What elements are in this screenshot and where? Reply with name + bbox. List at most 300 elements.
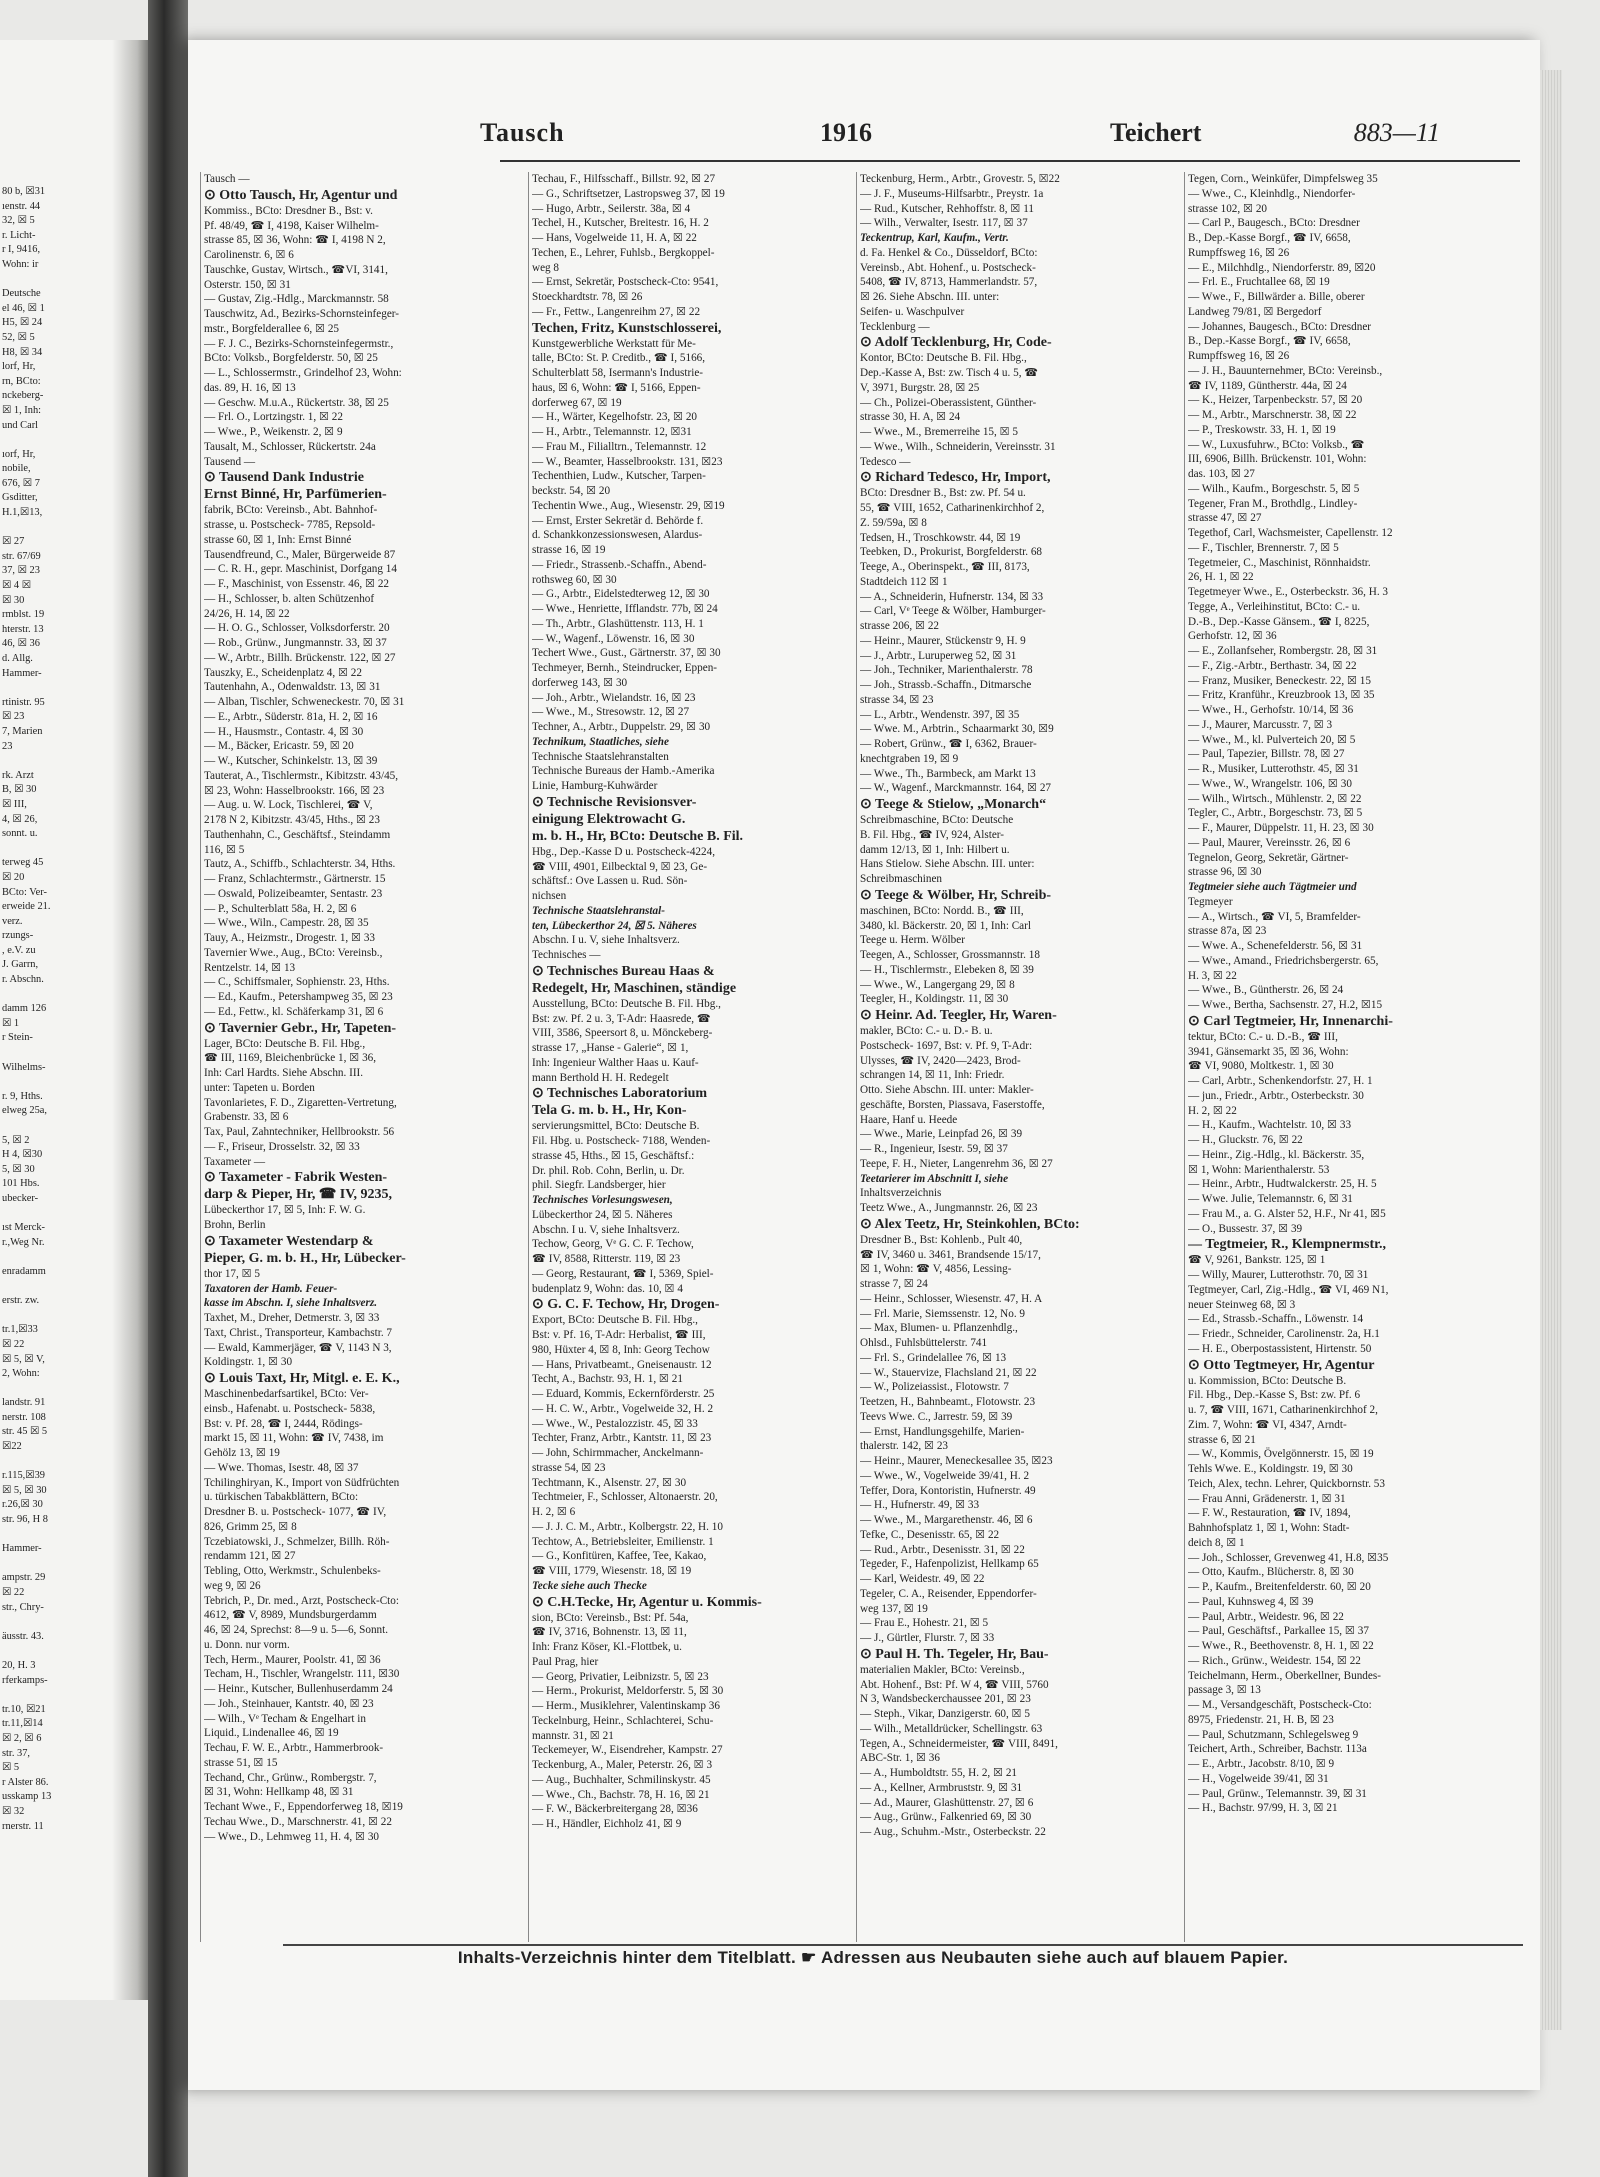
directory-entry: N 3, Wandsbeckerchaussee 201, ☒ 23 (860, 1693, 1031, 1706)
header-rule (500, 160, 1520, 162)
left-fragment-line: 20, H. 3 (2, 1659, 36, 1671)
directory-entry: Gehölz 13, ☒ 19 (204, 1447, 280, 1459)
directory-entry: ⊙ Taxameter - Fabrik Westen- (204, 1170, 388, 1186)
directory-entry: ⊙ G. C. F. Techow, Hr, Drogen- (532, 1297, 720, 1313)
directory-entry: knechtgraben 19, ☒ 9 (860, 752, 959, 765)
directory-entry: 3480, kl. Bäckerstr. 20, ☒ 1, Inh: Carl (860, 919, 1031, 932)
directory-entry: Tausch — (204, 173, 250, 185)
directory-entry: ⊙ Technische Revisionsver- (532, 794, 697, 810)
directory-entry: 8975, Friedenstr. 21, H. B, ☒ 23 (1188, 1713, 1334, 1726)
directory-entry: Koldingstr. 1, ☒ 30 (204, 1356, 293, 1369)
directory-entry: strasse 16, ☒ 19 (532, 544, 606, 556)
directory-entry: einsb., Hafenabt. u. Postscheck- 5838, (204, 1402, 376, 1415)
directory-entry: Tegnelon, Georg, Sekretär, Gärtner- (1188, 851, 1349, 864)
directory-entry: — H., Kaufm., Wachtelstr. 10, ☒ 33 (1188, 1119, 1352, 1132)
left-fragment-line: r I, 9416, (2, 244, 41, 256)
directory-entry: — J. J. C. M., Arbtr., Kolbergstr. 22, H. 10 (532, 1520, 723, 1533)
directory-entry: Teckenburg, A., Maler, Peterstr. 26, ☒ 3 (532, 1759, 713, 1771)
directory-entry: — W., Polizeiassist., Flotowstr. 7 (860, 1381, 1009, 1394)
directory-entry: — W., Kutscher, Schinkelstr. 13, ☒ 39 (204, 755, 378, 767)
left-fragment-line: nckeberg- (2, 390, 44, 402)
directory-entry: — Ed., Fettw., kl. Schäferkamp 31, ☒ 6 (204, 1005, 384, 1018)
directory-entry: — Wwe., W., Pestalozzistr. 45, ☒ 33 (532, 1417, 698, 1430)
directory-entry: Tegetmeyer Wwe., E., Osterbeckstr. 36, H. 3 (1188, 586, 1389, 598)
directory-entry: strasse 47, ☒ 27 (1188, 512, 1262, 525)
directory-entry: das. 103, ☒ 27 (1188, 468, 1255, 480)
directory-entry: — Alban, Tischler, Schweneckestr. 70, ☒ 31 (204, 696, 405, 708)
directory-entry: weg 9, ☒ 26 (204, 1579, 261, 1592)
directory-entry: Techtmeier, F., Schlosser, Altonaerstr. 20, (532, 1491, 718, 1504)
directory-entry: geschäfte, Borsten, Piassava, Faserstoffe, (860, 1098, 1045, 1111)
directory-entry: — Carl P., Baugesch., BCto: Dresdner (1188, 217, 1360, 230)
page-edge (1540, 70, 1562, 2030)
directory-entry: — Franz, Schlachtermstr., Gärtnerstr. 15 (204, 873, 386, 885)
directory-entry: — Wwe., D., Lehmweg 11, H. 4, ☒ 30 (204, 1830, 380, 1843)
directory-entry: Taxatoren der Hamb. Feuer- (204, 1282, 338, 1295)
directory-entry: — Hugo, Arbtr., Seilerstr. 38a, ☒ 4 (532, 202, 691, 215)
left-fragment-line: rtinistr. 95 (2, 696, 45, 708)
directory-entry: Kontor, BCto: Deutsche B. Fil. Hbg., (860, 352, 1027, 365)
directory-entry: strasse 17, „Hanse - Galerie“, ☒ 1, (532, 1042, 689, 1054)
directory-entry: — Wwe., Henriette, Ifflandstr. 77b, ☒ 24 (532, 603, 718, 615)
directory-entry: ⊙ Tausend Dank Industrie (204, 470, 364, 486)
left-fragment-line: str. 37, (2, 1747, 31, 1759)
directory-entry: — Th., Arbtr., Glashüttenstr. 113, H. 1 (532, 617, 704, 630)
left-fragment-line: ☒22 (2, 1441, 22, 1453)
directory-entry: — Frl. S., Grindelallee 76, ☒ 13 (860, 1351, 1007, 1364)
directory-entry: — W., Wagenf., Marckmannstr. 164, ☒ 27 (860, 782, 1052, 795)
directory-entry: — C. R. H., gepr. Maschinist, Dorfgang 14 (204, 563, 397, 576)
directory-entry: Tauthenhahn, C., Geschäftsf., Steindamm (204, 828, 391, 841)
directory-entry: — Frl. Marie, Siemssenstr. 12, No. 9 (860, 1307, 1026, 1320)
directory-entry: maschinen, BCto: Nordd. B., ☎ III, (860, 904, 1024, 917)
directory-entry: Tegler, C., Arbtr., Borgeschstr. 73, ☒ 5 (1188, 807, 1363, 820)
directory-entry: Teegler, H., Koldingstr. 11, ☒ 30 (860, 993, 1009, 1006)
left-fragment-line: ☒ 30 (2, 594, 25, 606)
directory-entry: Tausend — (204, 455, 256, 468)
directory-entry: dorferweg 67, ☒ 19 (532, 396, 622, 409)
directory-entry: Lübeckerthor 17, ☒ 5, Inh: F. W. G. (204, 1204, 366, 1217)
left-fragment-line: ampstr. 29 (2, 1572, 46, 1584)
left-fragment-line: r. 9, Hths. (2, 1090, 43, 1102)
left-fragment-line: BCto: Ver- (2, 886, 47, 898)
directory-entry: — Ed., Kaufm., Petershampweg 35, ☒ 23 (204, 991, 393, 1003)
directory-entry: — E., Zollanfseher, Rombergstr. 28, ☒ 31 (1188, 645, 1378, 657)
page-footer: Inhalts-Verzeichnis hinter dem Titelblatt. ☛ Adressen aus Neubauten siehe auch auf blauem Papier. (457, 1948, 1289, 1967)
directory-entry: beckstr. 54, ☒ 20 (532, 485, 611, 497)
left-fragment-line: r.26,☒ 30 (2, 1499, 43, 1511)
directory-entry: — Wwe., H., Gerhofstr. 10/14, ☒ 36 (1188, 704, 1354, 716)
directory-entry: Tebling, Otto, Werkmstr., Schulenbeks- (204, 1565, 381, 1577)
left-fragment-line: Wohn: ir (2, 258, 39, 270)
left-fragment-line: nobile, (2, 463, 31, 475)
directory-entry: Fil. Hbg. u. Postscheck- 7188, Wenden- (532, 1135, 711, 1147)
directory-entry: 26, H. 1, ☒ 22 (1188, 571, 1254, 584)
directory-entry: Technisches Vorlesungswesen, (532, 1194, 673, 1206)
directory-entry: — Wilh., Vᵉ Techam & Engelhart in (204, 1712, 366, 1725)
directory-entry: ⊙ Alex Teetz, Hr, Steinkohlen, BCto: (860, 1216, 1080, 1232)
directory-entry: — Gustav, Zig.-Hdlg., Marckmannstr. 58 (204, 293, 389, 306)
directory-entry: u. türkischen Tabakblättern, BCto: (204, 1491, 359, 1504)
directory-entry: Osterstr. 150, ☒ 31 (204, 278, 291, 291)
directory-entry: Inh: Ingenieur Walther Haas u. Kauf- (532, 1056, 699, 1069)
directory-entry: Otto. Siehe Abschn. III. unter: Makler- (860, 1084, 1034, 1096)
directory-entry: — H., Arbtr., Telemannstr. 12, ☒31 (532, 426, 692, 438)
directory-entry: damm 12/13, ☒ 1, Inh: Hilbert u. (860, 843, 1010, 856)
directory-entry: Techant Wwe., F., Eppendorferweg 18, ☒19 (204, 1801, 403, 1813)
directory-entry: haus, ☒ 6, Wohn: ☎ I, 5166, Eppen- (532, 381, 701, 394)
directory-entry: — H. E., Oberpostassistent, Hirtenstr. 50 (1188, 1342, 1372, 1355)
directory-entry: budenplatz 9, Wohn: das. 10, ☒ 4 (532, 1282, 683, 1295)
directory-entry: — F., Maschinist, von Essenstr. 46, ☒ 22 (204, 578, 390, 590)
directory-entry: Tavonlarietes, F. D., Zigaretten-Vertretung, (204, 1096, 397, 1109)
directory-entry: H. 3, ☒ 22 (1188, 969, 1237, 982)
directory-entry: Tegener, Fran M., Brothdlg., Lindley- (1188, 497, 1358, 510)
directory-entry: — Rud., Kutscher, Rehhoffstr. 8, ☒ 11 (860, 202, 1034, 215)
directory-entry: — Wilh., Kaufm., Borgeschstr. 5, ☒ 5 (1188, 482, 1360, 495)
directory-entry: — H., Tischlermstr., Elebeken 8, ☒ 39 (860, 963, 1034, 976)
directory-entry: — Wwe. Thomas, Isestr. 48, ☒ 37 (204, 1461, 359, 1474)
directory-entry: — M., Bäcker, Ericastr. 59, ☒ 20 (204, 740, 354, 753)
directory-entry: Techel, H., Kutscher, Breitestr. 16, H. 2 (532, 217, 709, 230)
directory-entry: — C., Schiffsmaler, Sophienstr. 23, Hths. (204, 976, 390, 989)
directory-entry: Tegen, Corn., Weinküfer, Dimpfelsweg 35 (1188, 173, 1378, 185)
directory-entry: — Wwe. A., Schenefelderstr. 56, ☒ 31 (1188, 940, 1363, 952)
directory-entry: strasse 30, H. A, ☒ 24 (860, 411, 961, 424)
left-fragment-line: rnerstr. 11 (2, 1820, 44, 1832)
directory-entry: — Wwe., Marie, Leinpfad 26, ☒ 39 (860, 1128, 1023, 1141)
directory-entry: Tchilinghiryan, K., Import von Südfrüchten (204, 1476, 400, 1489)
directory-entry: — Wwe., C., Kleinhdlg., Niendorfer- (1188, 187, 1356, 200)
directory-entry: — Aug., Grünw., Falkenried 69, ☒ 30 (860, 1811, 1032, 1824)
directory-entry: — Frau E., Hohestr. 21, ☒ 5 (860, 1617, 989, 1630)
left-fragment-line: erweide 21. (2, 901, 51, 913)
directory-entry: Carolinenstr. 6, ☒ 6 (204, 249, 294, 261)
left-fragment-line: ☒ III, (2, 798, 27, 810)
directory-entry: — E., Arbtr., Süderstr. 81a, H. 2, ☒ 16 (204, 710, 378, 723)
directory-entry: — Frau M., a. G. Alster 52, H.F., Nr 41, ☒5 (1188, 1207, 1386, 1220)
left-fragment-line: und Carl (2, 419, 39, 431)
directory-entry: — Frl. O., Lortzingstr. 1, ☒ 22 (204, 411, 343, 424)
directory-entry: Tausendfreund, C., Maler, Bürgerweide 87 (204, 548, 396, 561)
left-fragment-line: rmblst. 19 (2, 609, 45, 621)
directory-entry: — H., Hausmstr., Contastr. 4, ☒ 30 (204, 725, 364, 738)
directory-entry: weg 8 (532, 261, 560, 274)
directory-entry: Tedesco — (860, 455, 911, 468)
directory-entry: — Wwe., R., Beethovenstr. 8, H. 1, ☒ 22 (1188, 1640, 1374, 1652)
left-fragment-line: ☒ 1 (2, 1017, 20, 1029)
left-fragment-line: ıenstr. 44 (2, 200, 41, 212)
directory-entry: 826, Grimm 25, ☒ 8 (204, 1520, 297, 1533)
directory-entry: — Herm., Musiklehrer, Valentinskamp 36 (532, 1700, 720, 1712)
directory-entry: Teevs Wwe. C., Jarrestr. 59, ☒ 39 (860, 1410, 1013, 1423)
directory-entry: — P., Kaufm., Breitenfelderstr. 60, ☒ 20 (1188, 1581, 1371, 1593)
directory-entry: BCto: Dresdner B., Bst: zw. Pf. 54 u. (860, 487, 1026, 500)
directory-entry: — Aug., Buchhalter, Schmilinskystr. 45 (532, 1773, 711, 1786)
directory-entry: Techand, Chr., Grünw., Rombergstr. 7, (204, 1771, 377, 1784)
directory-entry: — Willy, Maurer, Lutterothstr. 70, ☒ 31 (1188, 1269, 1369, 1281)
directory-entry: talle, BCto: St. P. Creditb., ☎ I, 5166, (532, 352, 706, 365)
directory-entry: Maschinenbedarfsartikel, BCto: Ver- (204, 1388, 369, 1400)
left-fragment-line: tr.10, ☒21 (2, 1703, 46, 1715)
left-fragment-line: Deutsche (2, 288, 41, 300)
directory-entry: strasse 54, ☒ 23 (532, 1461, 606, 1474)
directory-entry: Bst: v. Pf. 16, T-Adr: Herbalist, ☎ III, (532, 1329, 706, 1341)
directory-entry: — F. W., Bäckerbreitergang 28, ☒36 (532, 1803, 698, 1816)
directory-entry: ⊙ Technisches Laboratorium (532, 1086, 708, 1102)
left-fragment-line: ☒ 5 (2, 1762, 20, 1774)
directory-entry: — Wwe., Th., Barmbeck, am Markt 13 (860, 767, 1036, 780)
directory-entry: Techert Wwe., Gust., Gärtnerstr. 37, ☒ 30 (532, 647, 721, 660)
directory-entry: ☎ III, 1169, Bleichenbrücke 1, ☒ 36, (204, 1052, 377, 1065)
directory-entry: III, 6906, Billh. Brückenstr. 101, Wohn: (1188, 453, 1367, 466)
directory-entry: Schreibmaschine, BCto: Deutsche (860, 814, 1014, 826)
directory-entry: — Wilh., Metalldrücker, Schellingstr. 63 (860, 1722, 1043, 1735)
directory-entry: — R., Ingenieur, Isestr. 59, ☒ 37 (860, 1143, 1008, 1155)
left-fragment-line: 80 b, ☒31 (2, 186, 46, 197)
directory-entry: Pf. 48/49, ☎ I, 4198, Kaiser Wilhelm- (204, 219, 379, 232)
directory-entry: unter: Tapeten u. Borden (204, 1081, 315, 1094)
directory-entry: Abschn. I u. V, siehe Inhaltsverz. (532, 934, 680, 947)
directory-entry: H. 2, ☒ 22 (1188, 1104, 1237, 1117)
directory-entry: Tegmeyer (1188, 895, 1233, 908)
directory-entry: Techenthien, Ludw., Kutscher, Tarpen- (532, 470, 706, 483)
directory-entry: 24/26, H. 14, ☒ 22 (204, 607, 290, 620)
directory-entry: — Hans, Privatbeamt., Gneisenaustr. 12 (532, 1358, 712, 1371)
left-fragment-line: , e.V. zu (2, 944, 36, 956)
directory-entry: Tech, Herm., Maurer, Poolstr. 41, ☒ 36 (204, 1653, 381, 1666)
directory-entry: — Eduard, Kommis, Eckernförderstr. 25 (532, 1388, 715, 1400)
left-fragment-line: r Stein- (2, 1032, 33, 1044)
directory-entry: d. Fa. Henkel & Co., Düsseldorf, BCto: (860, 246, 1038, 259)
directory-entry: Tegetmeier, C., Maschinist, Rönnhaidstr. (1188, 556, 1371, 569)
directory-entry: Tauterat, A., Tischlermstr., Kibitzstr. 43/45, (204, 769, 399, 782)
directory-entry: d. Schankkonzessionswesen, Alardus- (532, 529, 703, 542)
directory-entry: ⊙ C.H.Tecke, Hr, Agentur u. Kommis- (532, 1594, 762, 1610)
left-fragment-line: ☒ 32 (2, 1805, 25, 1817)
left-fragment-line: el 46, ☒ 1 (2, 302, 45, 314)
directory-entry: Redegelt, Hr, Maschinen, ständige (532, 980, 737, 996)
directory-entry: ☎ V, 9261, Bankstr. 125, ☒ 1 (1188, 1254, 1326, 1267)
directory-entry: — F., Tischler, Brennerstr. 7, ☒ 5 (1188, 541, 1339, 554)
left-fragment-line: H 4, ☒30 (2, 1149, 43, 1161)
directory-entry: Lager, BCto: Deutsche B. Fil. Hbg., (204, 1037, 366, 1050)
directory-entry: Abschn. I u. V, siehe Inhaltsverz. (532, 1223, 680, 1236)
left-fragment-line: r.115,☒39 (2, 1470, 45, 1482)
left-fragment-line: enradamm (2, 1265, 46, 1277)
directory-entry: Techt, A., Bachstr. 93, H. 1, ☒ 21 (532, 1373, 683, 1386)
directory-entry: — Rud., Arbtr., Desenisstr. 31, ☒ 22 (860, 1543, 1025, 1556)
directory-entry: Teebken, D., Prokurist, Borgfelderstr. 68 (860, 546, 1043, 559)
directory-entry: — Robert, Grünw., ☎ I, 6362, Brauer- (860, 738, 1037, 750)
directory-entry: Lübeckerthor 24, ☒ 5. Näheres (532, 1208, 673, 1221)
left-fragment-line: sonnt. u. (2, 828, 38, 840)
directory-entry: strasse 85, ☒ 36, Wohn: ☎ I, 4198 N 2, (204, 234, 386, 247)
left-fragment-line: lorf, Hr, (2, 361, 36, 373)
directory-entry: — W., Wagenf., Löwenstr. 16, ☒ 30 (532, 632, 695, 645)
directory-entry: strasse 102, ☒ 20 (1188, 202, 1268, 215)
directory-entry: Teege, A., Oberinspekt., ☎ III, 8173, (860, 561, 1030, 573)
directory-entry: ⊙ Adolf Tecklenburg, Hr, Code- (860, 335, 1052, 351)
directory-entry: — Ernst, Erster Sekretär d. Behörde f. (532, 514, 704, 527)
directory-entry: ☒ 23, Wohn: Hasselbrookstr. 166, ☒ 23 (204, 784, 385, 797)
directory-entry: — Fr., Fettw., Langenreihm 27, ☒ 22 (532, 305, 701, 318)
directory-entry: BCto: Volksb., Borgfelderstr. 50, ☒ 25 (204, 352, 378, 365)
directory-entry: Rumpffsweg 16, ☒ 26 (1188, 246, 1290, 259)
directory-entry: strasse 96, ☒ 30 (1188, 866, 1262, 879)
directory-entry: V, 3971, Burgstr. 28, ☒ 25 (860, 381, 980, 394)
left-fragment-line: 2, Wohn: (2, 1368, 40, 1380)
directory-entry: — W., Luxusfuhrw., BCto: Volksb., ☎ (1188, 438, 1365, 451)
directory-entry: Technische Staatslehranstal- (532, 904, 665, 917)
directory-entry: — H., Gluckstr. 76, ☒ 22 (1188, 1134, 1303, 1146)
left-fragment-line: rzungs- (2, 930, 34, 942)
directory-entry: sion, BCto: Vereinsb., Bst: Pf. 54a, (532, 1611, 689, 1624)
directory-entry: — Wwe., W., Langergang 29, ☒ 8 (860, 978, 1015, 991)
left-fragment-line: ☒ 27 (2, 536, 25, 548)
directory-entry: ☎ VIII, 1779, Wiesenstr. 18, ☒ 19 (532, 1565, 692, 1577)
directory-entry: — Frau Anni, Grädenerstr. 1, ☒ 31 (1188, 1492, 1346, 1505)
directory-entry: nichsen (532, 890, 567, 902)
directory-entry: — H., Hufnerstr. 49, ☒ 33 (860, 1499, 980, 1512)
directory-entry: mstr., Borgfelderallee 6, ☒ 25 (204, 322, 340, 335)
directory-entry: Liquid., Lindenallee 46, ☒ 19 (204, 1727, 339, 1740)
left-fragment-line: rn, BCto: (2, 375, 41, 387)
directory-entry: — Friedr., Strassenb.-Schaffn., Abend- (532, 558, 707, 571)
directory-entry: — Wwe., B., Güntherstr. 26, ☒ 24 (1188, 984, 1344, 997)
directory-entry: fabrik, BCto: Vereinsb., Abt. Bahnhof- (204, 504, 378, 517)
directory-entry: Grabenstr. 33, ☒ 6 (204, 1111, 289, 1124)
left-fragment-line: H5, ☒ 24 (2, 317, 43, 329)
directory-entry: Techen, Fritz, Kunstschlosserei, (532, 320, 722, 336)
directory-entry: u. Donn. nur vorm. (204, 1638, 290, 1651)
directory-entry: — Heinr., Maurer, Stückenstr 9, H. 9 (860, 634, 1026, 647)
directory-entry: — L., Arbtr., Wendenstr. 397, ☒ 35 (860, 708, 1020, 721)
directory-entry: — Wilh., Verwalter, Isestr. 117, ☒ 37 (860, 217, 1028, 230)
directory-entry: 2178 N 2, Kibitzstr. 43/45, Hths., ☒ 23 (204, 814, 380, 826)
left-fragment-line: r Alster 86. (2, 1776, 49, 1788)
directory-entry: thalerstr. 142, ☒ 23 (860, 1440, 949, 1453)
left-fragment-line: ubecker- (2, 1192, 39, 1204)
directory-entry: — Joh., Schlosser, Grevenweg 41, H.8, ☒35 (1188, 1551, 1389, 1564)
directory-entry: 5408, ☎ IV, 8713, Hammerlandstr. 57, (860, 276, 1038, 289)
directory-entry: Dr. phil. Rob. Cohn, Berlin, u. Dr. (532, 1164, 685, 1177)
directory-entry: Teetzen, H., Bahnbeamt., Flotowstr. 23 (860, 1396, 1036, 1408)
directory-entry: Ausstellung, BCto: Deutsche B. Fil. Hbg., (532, 997, 721, 1010)
directory-entry: Teege u. Herm. Wölber (860, 934, 965, 947)
directory-entry: ⊙ Otto Tausch, Hr, Agentur und (204, 187, 398, 203)
directory-entry: deich 8, ☒ 1 (1188, 1536, 1245, 1549)
directory-entry: 116, ☒ 5 (204, 843, 245, 856)
directory-entry: — Ed., Strassb.-Schaffn., Löwenstr. 14 (1188, 1313, 1364, 1326)
left-fragment-line: 46, ☒ 36 (2, 638, 40, 650)
directory-entry: Tefke, C., Desenisstr. 65, ☒ 22 (860, 1528, 1000, 1541)
directory-entry: — Wwe., M., Margarethenstr. 46, ☒ 6 (860, 1514, 1033, 1526)
directory-entry: Taxt, Christ., Transporteur, Kambachstr. 7 (204, 1326, 393, 1339)
directory-entry: 3941, Gänsemarkt 35, ☒ 36, Wohn: (1188, 1045, 1349, 1058)
directory-entry: — Ewald, Kammerjäger, ☎ V, 1143 N 3, (204, 1341, 392, 1354)
directory-entry: B., Dep.-Kasse Borgf., ☎ IV, 6658, (1188, 335, 1351, 348)
directory-entry: schäftsf.: Ove Lassen u. Rud. Sön- (532, 875, 688, 888)
directory-entry: — Aug. u. W. Lock, Tischlerei, ☎ V, (204, 799, 373, 812)
directory-entry: — O., Bussestr. 37, ☒ 39 (1188, 1222, 1303, 1235)
directory-entry: ⊙ Otto Tegtmeyer, Hr, Agentur (1188, 1357, 1375, 1373)
directory-entry: ☒ 1, Wohn: ☎ V, 4856, Lessing- (860, 1263, 1012, 1276)
directory-entry: Tax, Paul, Zahntechniker, Hellbrookstr. 56 (204, 1126, 395, 1138)
directory-entry: ⊙ Richard Tedesco, Hr, Import, (860, 470, 1051, 486)
directory-entry: Inh: Carl Hardts. Siehe Abschn. III. (204, 1067, 364, 1079)
directory-entry: — Paul, Arbtr., Weidestr. 96, ☒ 22 (1188, 1610, 1344, 1623)
directory-entry: 4612, ☎ V, 8989, Mundsburgerdamm (204, 1609, 377, 1622)
left-fragment-line: Hammer- (2, 667, 42, 679)
left-fragment-line: 101 Hbs. (2, 1178, 40, 1190)
directory-entry: ☒ 26. Siehe Abschn. III. unter: (860, 291, 1000, 303)
directory-entry: strasse 45, Hths., ☒ 15, Geschäftsf.: (532, 1149, 695, 1162)
directory-entry: — F. J. C., Bezirks-Schornsteinfegermstr., (204, 337, 394, 350)
directory-entry: — Wwe. M., Arbtrin., Schaarmarkt 30, ☒9 (860, 723, 1054, 736)
header-right-word: Teichert (1110, 118, 1202, 147)
directory-entry: Technische Staatslehranstalten (532, 750, 669, 763)
directory-entry: — Rob., Grünw., Jungmannstr. 33, ☒ 37 (204, 637, 387, 649)
left-fragment-line: rk. Arzt (2, 769, 34, 781)
directory-entry: B., Dep.-Kasse Borgf., ☎ IV, 6658, (1188, 232, 1351, 244)
directory-entry: Stoeckhardtstr. 78, ☒ 26 (532, 291, 643, 303)
directory-entry: Tegtmeyer, Carl, Zig.-Hdlg., ☎ VI, 469 N1, (1188, 1283, 1389, 1296)
column-1 (200, 172, 522, 1942)
left-fragment-line: 52, ☒ 5 (2, 331, 35, 343)
directory-entry: — Johannes, Baugesch., BCto: Dresdner (1188, 320, 1372, 333)
directory-entry: — J., Arbtr., Luruperweg 52, ☒ 31 (860, 649, 1017, 662)
entry-columns (200, 172, 1520, 1942)
directory-entry: Tautz, A., Schiffb., Schlachterstr. 34, Hths. (204, 858, 396, 871)
directory-entry: Techau, F., Hilfsschaff., Billstr. 92, ☒ 27 (532, 173, 716, 185)
left-fragment-line: ☒ 5, ☒ V, (2, 1353, 45, 1365)
directory-entry: — E., Arbtr., Jacobstr. 8/10, ☒ 9 (1188, 1758, 1335, 1770)
directory-entry: ⊙ Heinr. Ad. Teegler, Hr, Waren- (860, 1008, 1057, 1023)
directory-entry: ☒ 1, Wohn: Marienthalerstr. 53 (1188, 1163, 1330, 1176)
directory-entry: neuer Steinweg 68, ☒ 3 (1188, 1298, 1296, 1311)
directory-entry: — Otto, Kaufm., Blücherstr. 8, ☒ 30 (1188, 1566, 1354, 1579)
directory-entry: passage 3, ☒ 13 (1188, 1684, 1261, 1697)
directory-entry: strasse 51, ☒ 15 (204, 1756, 278, 1769)
directory-entry: ⊙ Teege & Stielow, „Monarch“ (860, 797, 1047, 812)
directory-entry: Tczebiatowski, J., Schmelzer, Billh. Röh- (204, 1535, 390, 1548)
directory-entry: Tecke siehe auch Thecke (532, 1579, 647, 1592)
directory-entry: Techtmann, K., Alsenstr. 27, ☒ 30 (532, 1476, 687, 1489)
directory-entry: Techau Wwe., D., Marschnerstr. 41, ☒ 22 (204, 1815, 392, 1828)
left-fragment-line: J. Garrn, (2, 959, 39, 971)
directory-entry: Tela G. m. b. H., Hr, Kon- (532, 1103, 687, 1119)
directory-entry: Inhaltsverzeichnis (860, 1187, 942, 1200)
left-fragment-line: 676, ☒ 7 (2, 477, 40, 489)
directory-entry: ABC-Str. 1, ☒ 36 (860, 1752, 940, 1765)
directory-entry: Techter, Franz, Arbtr., Kantstr. 11, ☒ 23 (532, 1432, 712, 1445)
left-fragment-line: Wilhelms- (2, 1061, 46, 1073)
directory-entry: mannstr. 31, ☒ 21 (532, 1729, 614, 1742)
directory-entry: materialien Makler, BCto: Vereinsb., (860, 1663, 1025, 1676)
directory-entry: — P., Schulterblatt 58a, H. 2, ☒ 6 (204, 902, 357, 915)
directory-entry: — Ad., Maurer, Glashüttenstr. 27, ☒ 6 (860, 1796, 1034, 1809)
left-fragment-line: r.,Weg Nr. (2, 1236, 45, 1248)
left-fragment-line: terweg 45 (2, 857, 44, 869)
directory-entry: — F., Zig.-Arbtr., Berthastr. 34, ☒ 22 (1188, 659, 1357, 672)
header-year: 1916 (820, 118, 872, 147)
directory-entry: — Ernst, Sekretär, Postscheck-Cto: 9541, (532, 276, 719, 289)
left-fragment-line: elweg 25a, (2, 1105, 48, 1117)
directory-entry: — J. F., Museums-Hilfsarbtr., Preystr. 1a (860, 187, 1044, 200)
left-fragment-line: ☒ 23 (2, 711, 25, 723)
directory-entry: Techam, H., Tischler, Wrangelstr. 111, ☒30 (204, 1668, 400, 1681)
